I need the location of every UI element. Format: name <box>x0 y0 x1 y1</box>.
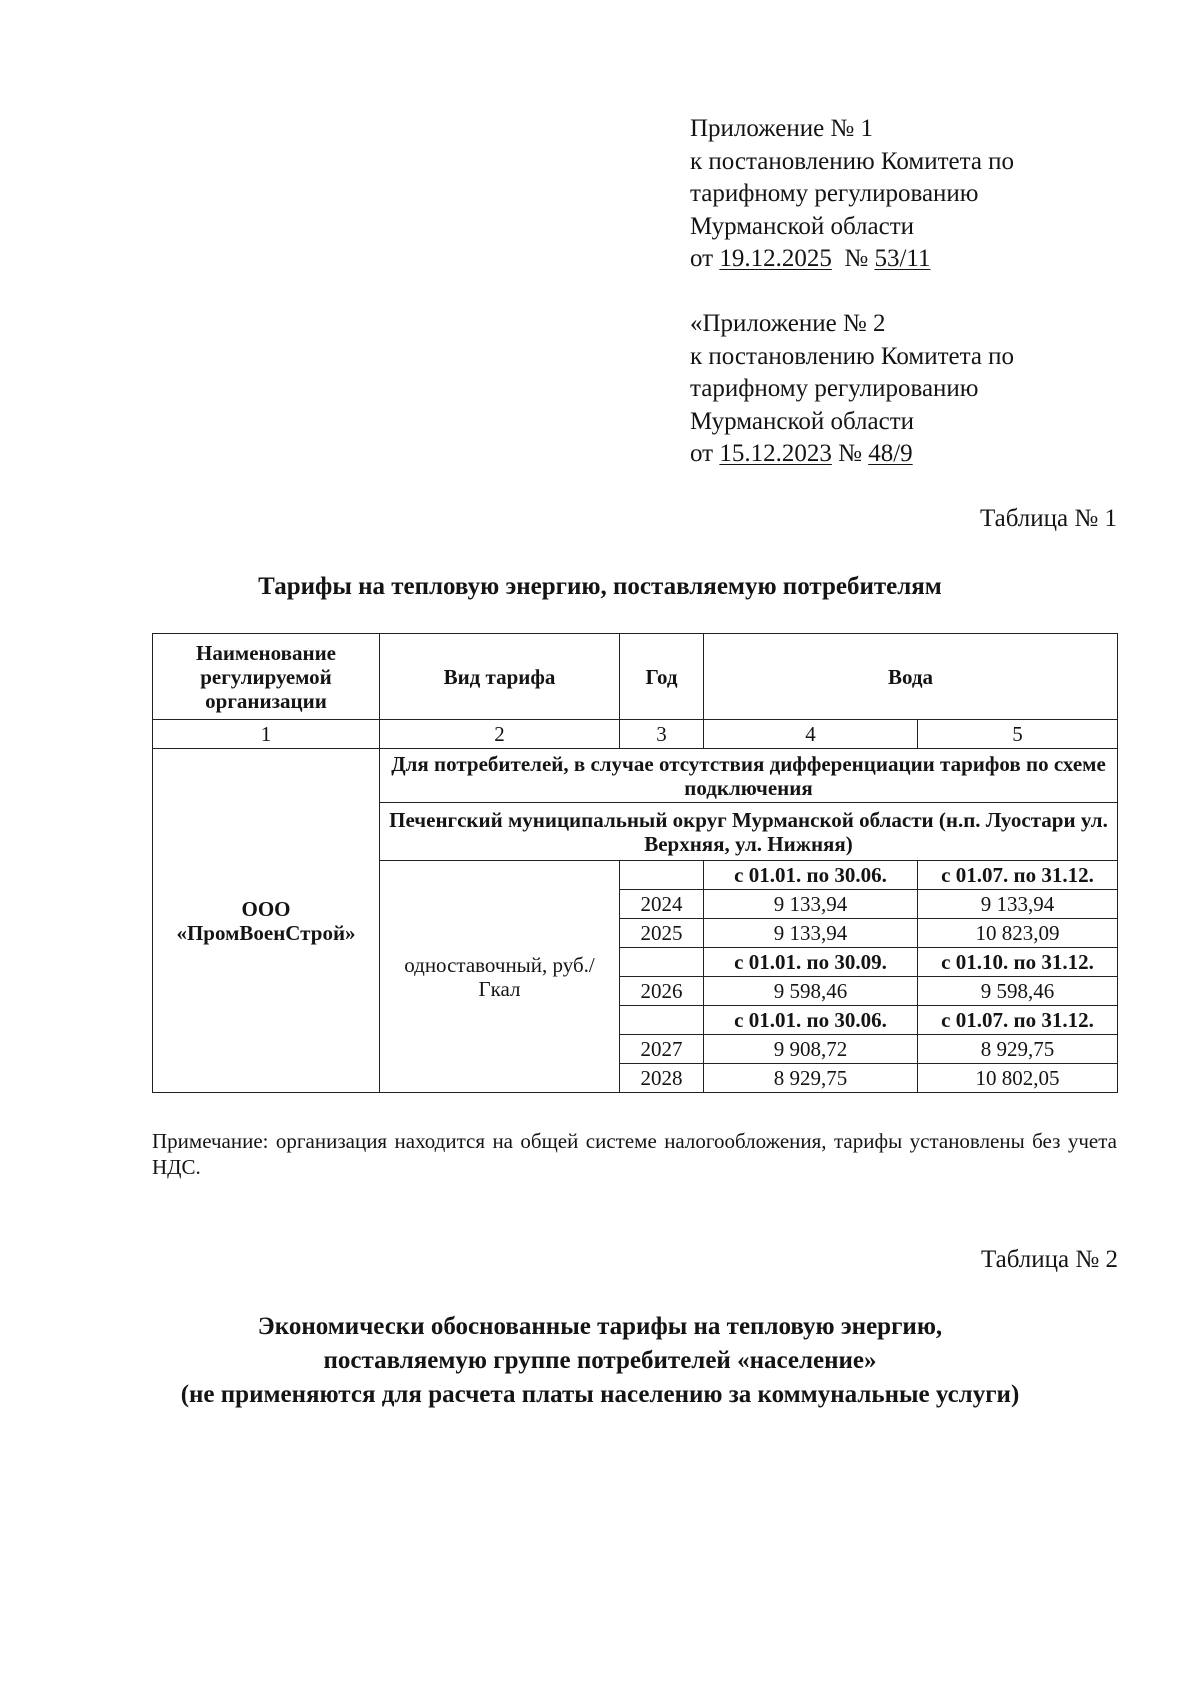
period-cell: с 01.10. по 31.12. <box>918 948 1118 977</box>
appendix1-line2: к постановлению Комитета по <box>690 147 1015 175</box>
value-cell: 9 908,72 <box>704 1035 918 1064</box>
appendix2-line3: тарифному регулированию <box>690 375 979 402</box>
column-number-row <box>153 720 1118 749</box>
value-cell: 9 133,94 <box>918 890 1118 919</box>
appendix1-line4: Мурманской области <box>690 212 915 240</box>
header-year: Год <box>620 634 704 720</box>
table1-note: Примечание: организация находится на общей системе налогообложения, тарифы установлены без учета НДС. <box>152 1129 1117 1179</box>
appendix1-line1: Приложение № 1 <box>690 115 874 142</box>
header-tariff-type: Вид тарифа <box>380 634 620 720</box>
value-cell: 9 133,94 <box>704 919 918 948</box>
empty-year-cell <box>620 948 704 977</box>
appendix2-number: 48/9 <box>868 440 913 467</box>
tariff-table <box>152 633 1118 1093</box>
year-cell: 2028 <box>620 1064 704 1093</box>
appendix2-date: 15.12.2023 <box>719 440 832 467</box>
column-number: 2 <box>380 720 620 749</box>
appendix2-line2: к постановлению Комитета по <box>690 342 1015 370</box>
empty-year-cell <box>620 1006 704 1035</box>
column-number: 3 <box>620 720 704 749</box>
appendix1-line3: тарифному регулированию <box>690 180 979 207</box>
appendix2-number-label: № <box>838 440 862 467</box>
value-cell: 9 133,94 <box>704 890 918 919</box>
empty-year-cell <box>620 861 704 890</box>
value-cell: 10 802,05 <box>918 1064 1118 1093</box>
appendix1-date-line <box>690 243 1014 276</box>
appendix1-from: от <box>690 245 714 272</box>
table2-title-line2: поставляемую группе потребителей «население» <box>323 1347 877 1374</box>
appendix2-from: от <box>690 440 714 467</box>
table2-title-line3: (не применяются для расчета платы населению за коммунальные услуги) <box>180 1381 1020 1408</box>
table1-label: Таблица № 1 <box>979 505 1117 532</box>
period-cell: с 01.01. по 30.09. <box>704 948 918 977</box>
value-cell: 8 929,75 <box>918 1035 1118 1064</box>
period-cell: с 01.01. по 30.06. <box>704 861 918 890</box>
section-consumers: Для потребителей, в случае отсутствия дифференциации тарифов по схеме подключения <box>380 749 1118 803</box>
column-number: 5 <box>918 720 1118 749</box>
column-number: 4 <box>704 720 918 749</box>
table1-title: Тарифы на тепловую энергию, поставляемую потребителям <box>258 573 942 600</box>
org-name-cell: ООО «ПромВоенСтрой» <box>153 749 380 1093</box>
value-cell: 8 929,75 <box>704 1064 918 1093</box>
appendix1-date: 19.12.2025 <box>719 245 832 272</box>
appendix1-number: 53/11 <box>874 245 931 272</box>
table2-label: Таблица № 2 <box>980 1246 1118 1273</box>
year-cell: 2026 <box>620 977 704 1006</box>
year-cell: 2025 <box>620 919 704 948</box>
appendix2-date-line <box>690 438 1014 471</box>
appendix1-number-label: № <box>844 245 869 272</box>
section-row <box>153 749 1118 803</box>
header-org: Наименование регулируемой организации <box>153 634 380 720</box>
year-cell: 2024 <box>620 890 704 919</box>
tariff-name-cell: одноставочный, руб./Гкал <box>380 861 620 1093</box>
appendix2-block <box>690 308 1014 471</box>
period-cell: с 01.07. по 31.12. <box>918 861 1118 890</box>
appendix2-line1: «Приложение № 2 <box>690 310 886 337</box>
table-header-row <box>153 634 1118 720</box>
section-territory: Печенгский муниципальный округ Мурманской области (н.п. Луостари ул. Верхняя, ул. Нижняя) <box>380 803 1118 861</box>
period-cell: с 01.01. по 30.06. <box>704 1006 918 1035</box>
period-cell: с 01.07. по 31.12. <box>918 1006 1118 1035</box>
header-water: Вода <box>704 634 1118 720</box>
year-cell: 2027 <box>620 1035 704 1064</box>
value-cell: 9 598,46 <box>918 977 1118 1006</box>
table2-title-line1: Экономически обоснованные тарифы на тепловую энергию, <box>257 1313 943 1340</box>
value-cell: 9 598,46 <box>704 977 918 1006</box>
appendix1-block <box>690 113 1014 276</box>
appendix2-line4: Мурманской области <box>690 407 915 435</box>
value-cell: 10 823,09 <box>918 919 1118 948</box>
column-number: 1 <box>153 720 380 749</box>
